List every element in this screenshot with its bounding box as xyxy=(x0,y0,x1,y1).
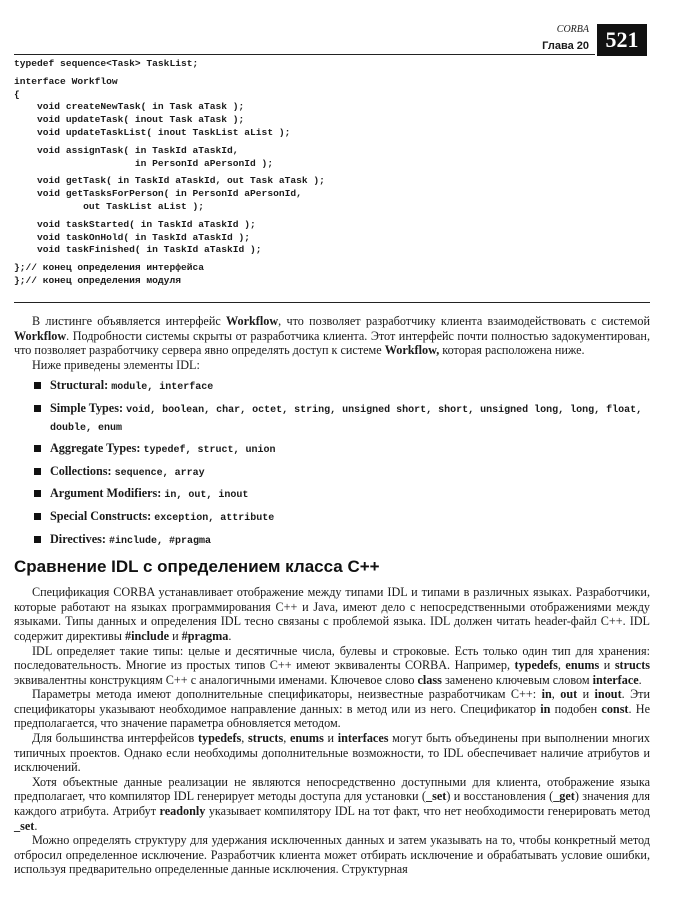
paragraph: IDL определяет такие типы: целые и десятичные числа, булевы и строковые. Есть только один тип для хранения: последовательность. Многие из простых типов C++ имеют эквиваленты CORBA. Например, typedefs, enums и structs эквивалентны конструкциям C++ с аналогичными именами. Ключевое слово class заменено ключевым словом interface. xyxy=(14,643,651,687)
code-line: void updateTaskList( inout TaskList aList ); xyxy=(14,126,291,138)
code-line: void taskFinished( in TaskId aTaskId ); xyxy=(14,244,262,256)
paragraph: Хотя объектные данные реализации не являются непосредственно доступными для клиента, отображение языка предполагает, что компилятор IDL генерирует методы доступа для установки (_set) и восстановления (_get) значения для каждого атрибута. Атрибут readonly указывает компилятору IDL на тот факт, что нет необходимости генерировать метод _set. xyxy=(14,774,650,833)
list-item: Collections: sequence, array xyxy=(14,464,650,482)
code-line: void getTask( in TaskId aTaskId, out Task aTask ); xyxy=(14,175,325,187)
idl-elements-list xyxy=(14,378,650,549)
code-line: void assignTask( in TaskId aTaskId, xyxy=(14,144,239,156)
paragraph: Для большинства интерфейсов typedefs, structs, enums и interfaces могут быть объединены при выполнении многих типичных проектов. Однако если необходимы дополнительные возможности, то IDL обеспечивает наличие атрибутов и исключений. xyxy=(14,731,651,775)
section-heading: Сравнение IDL с определением класса C++ xyxy=(14,557,380,577)
bullet-icon xyxy=(34,468,41,475)
code-line: interface Workflow xyxy=(14,75,118,87)
code-rule xyxy=(14,302,650,303)
code-listing xyxy=(14,58,654,288)
intro-paragraph: В листинге объявляется интерфейс Workflow, что позволяет разработчику клиента взаимодействовать с системой Workflow. Подробности системы скрыты от разработчика клиента. Этот интерфейс почти полностью задокументирован, что позволяет разработчику сервера явно определять доступ к системе Workflow, которая расположена ниже. xyxy=(14,314,650,358)
bullet-icon xyxy=(34,405,41,412)
list-item: Aggregate Types: typedef, struct, union xyxy=(14,441,650,459)
list-item: Directives: #include, #pragma xyxy=(14,532,650,550)
running-head-section: CORBA xyxy=(556,24,589,35)
code-line: void taskOnHold( in TaskId aTaskId ); xyxy=(14,231,251,243)
bullet-icon xyxy=(34,513,41,520)
page-header xyxy=(14,18,647,58)
bullet-icon xyxy=(34,536,41,543)
code-line: };// конец определения модуля xyxy=(14,274,181,286)
paragraph: Параметры метода имеют дополнительные спецификаторы, неизвестные разработчикам C++: in, out и inout. Эти спецификаторы указывают необходимое направление данных: в метод или из него. Спецификатор in подобен const. Не предполагается, что значение параметра обновляется методом. xyxy=(14,687,651,731)
code-line: void taskStarted( in TaskId aTaskId ); xyxy=(14,218,256,230)
code-line: in PersonId aPersonId ); xyxy=(14,157,274,169)
code-line: void updateTask( inout Task aTask ); xyxy=(14,114,245,126)
code-line: out TaskList aList ); xyxy=(14,200,204,212)
body-text xyxy=(14,314,650,877)
bullet-icon xyxy=(34,490,41,497)
paragraph: Можно определять структуру для удержания исключенных данных и затем указывать на то, чтобы конкретный метод отбросил определенное исключение. Разработчик клиента может отбирать исключение и обрабатывать условие ошибки, используя предварительно определенные данные исключения. Структурная xyxy=(14,833,650,877)
code-line: typedef sequence<Task> TaskList; xyxy=(14,58,199,69)
code-line: void getTasksForPerson( in PersonId aPersonId, xyxy=(14,188,302,200)
list-item: Structural: module, interface xyxy=(14,378,650,396)
bullet-icon xyxy=(34,445,41,452)
bullet-icon xyxy=(34,382,41,389)
list-item: Special Constructs: exception, attribute xyxy=(14,509,650,527)
code-line: };// конец определения интерфейса xyxy=(14,262,204,274)
paragraph: Спецификация CORBA устанавливает отображение между типами IDL и типами в различных языках. Разработчики, которые работают на языках программирования C++ и Java, имеют дело с непосредственными отображениями между языками. Типы данных и определения IDL тесно связаны с проблемой языка. IDL должен читать header-файл C++. IDL содержит директивы #include и #pragma. xyxy=(14,585,650,643)
list-intro: Ниже приведены элементы IDL: xyxy=(32,357,200,372)
code-line: { xyxy=(14,88,20,100)
running-head-chapter: Глава 20 xyxy=(542,40,589,52)
code-line: void createNewTask( in Task aTask ); xyxy=(14,101,245,113)
list-item: Argument Modifiers: in, out, inout xyxy=(14,486,650,504)
page-number: 521 xyxy=(597,24,647,56)
list-item: Simple Types: void, boolean, char, octet, string, unsigned short, short, unsigned long, long, float, double, enum xyxy=(14,401,650,436)
header-rule xyxy=(14,54,595,55)
